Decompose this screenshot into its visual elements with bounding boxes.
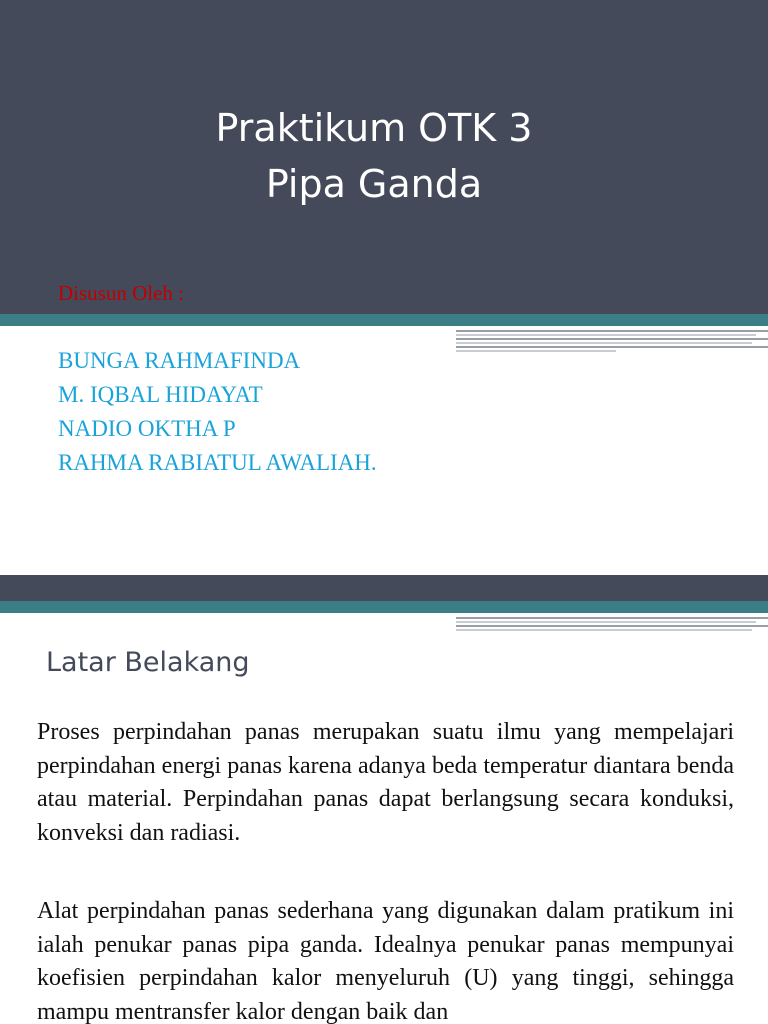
teal-stripe [0, 601, 768, 613]
author-list [58, 344, 377, 480]
stripe-line [456, 617, 768, 619]
stripe-line [456, 330, 768, 332]
stripe-line [456, 346, 768, 348]
stripe-line [456, 334, 756, 336]
author-name: NADIO OKTHA P [58, 416, 236, 441]
teal-stripe [0, 314, 768, 326]
author-name: BUNGA RAHMAFINDA [58, 348, 301, 373]
stripe-line [456, 350, 616, 352]
stripe-line [456, 621, 756, 623]
slide-title [0, 100, 748, 212]
stripe-line [456, 629, 752, 631]
author-name: RAHMA RABIATUL AWALIAH. [58, 450, 377, 475]
section-heading: Latar Belakang [46, 647, 250, 678]
stripe-line [456, 625, 768, 627]
content-slide [0, 575, 768, 1024]
slide-title-line-1: Praktikum OTK 3 [215, 106, 533, 150]
author-label: Disusun Oleh : [58, 281, 184, 305]
header-banner [0, 575, 768, 601]
stripe-line [456, 342, 752, 344]
slide-title-line-2: Pipa Ganda [265, 162, 483, 206]
stripe-line [456, 338, 768, 340]
body-paragraph: Proses perpindahan panas merupakan suatu ilmu yang mempelajari perpindahan energi panas karena adanya beda temperatur diantara benda atau material. Perpindahan panas dapat berlangsung secara konduksi, konveksi dan radiasi. [37, 719, 734, 846]
author-name: M. IQBAL HIDAYAT [58, 382, 263, 407]
body-paragraph: Alat perpindahan panas sederhana yang digunakan dalam pratikum ini ialah penukar panas pipa ganda. Idealnya penukar panas mempunyai koefisien perpindahan kalor menyeluruh (U) yang tinggi, sehingga mampu mentransfer kalor dengan baik dan [37, 898, 734, 1024]
